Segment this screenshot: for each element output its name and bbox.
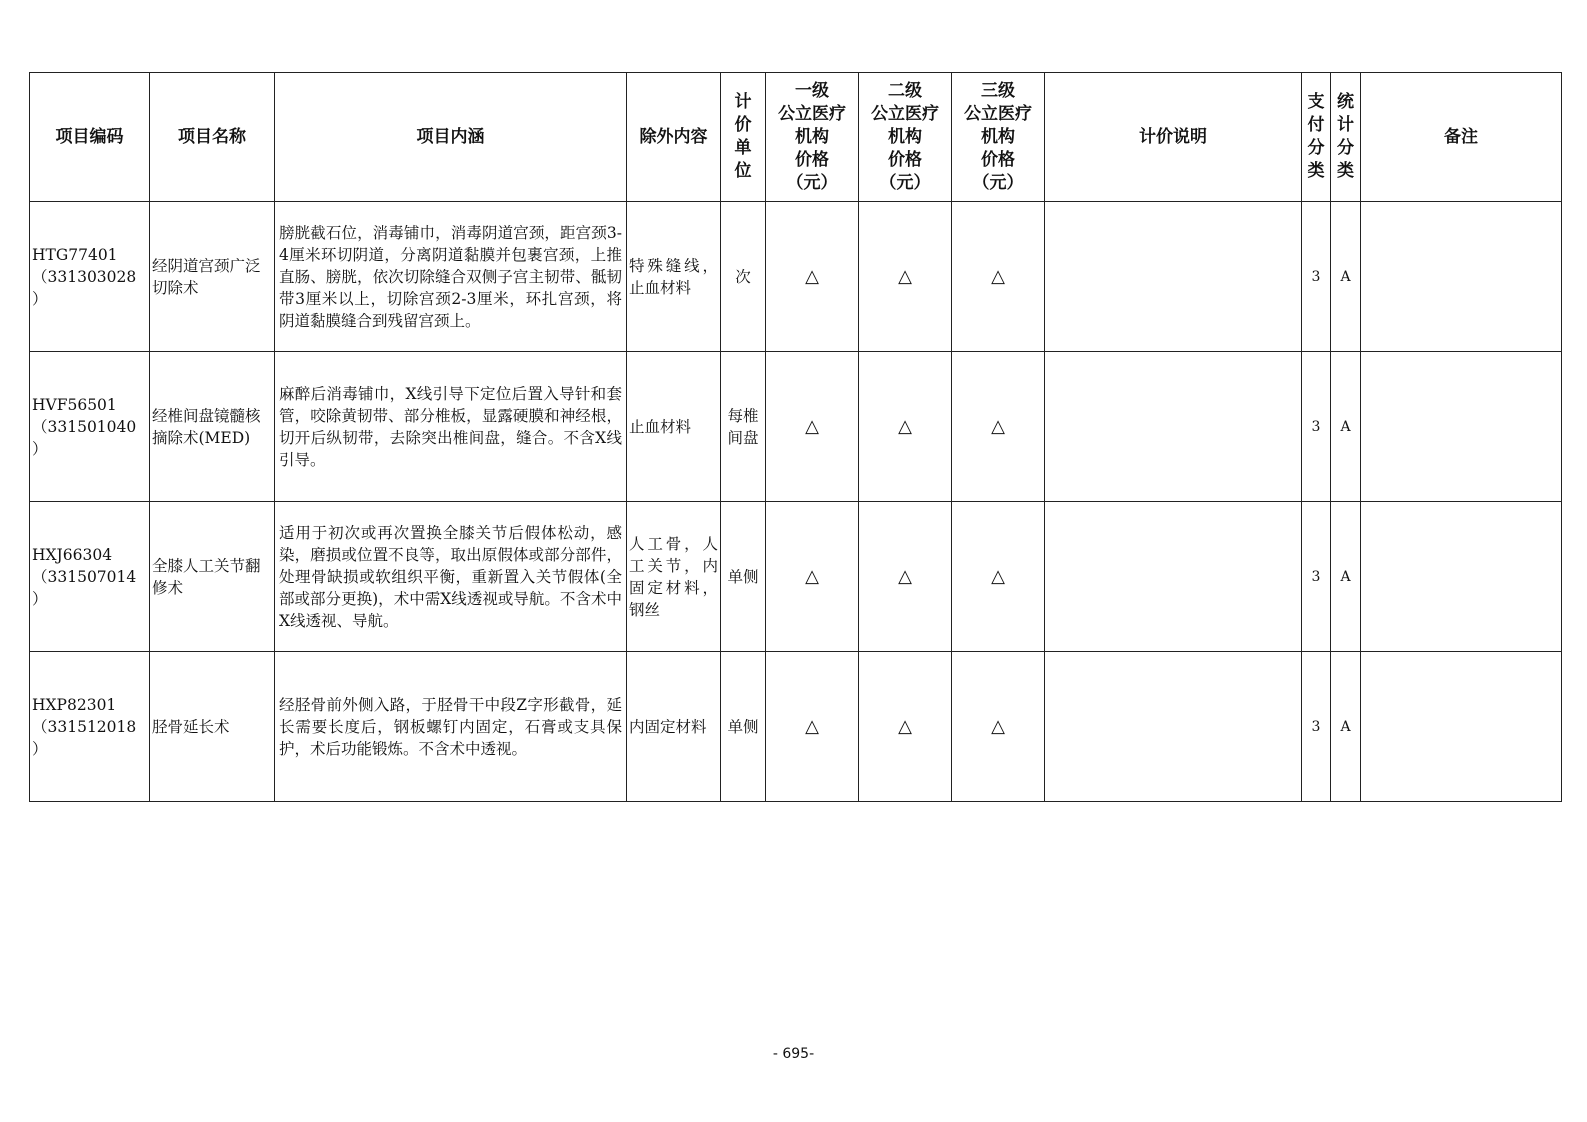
header-stat-class: 统 计 分 类 xyxy=(1331,73,1361,202)
item-stat-class: A xyxy=(1331,202,1361,352)
item-unit: 单侧 xyxy=(721,652,766,802)
item-price-level2: △ xyxy=(859,502,952,652)
table-row xyxy=(30,202,1562,352)
header-name: 项目名称 xyxy=(150,73,275,202)
header-price-level3: 三级 公立医疗 机构 价格 （元） xyxy=(952,73,1045,202)
page-number: - 695- xyxy=(772,1046,815,1062)
item-stat-class: A xyxy=(1331,652,1361,802)
header-price-level1: 一级 公立医疗 机构 价格 （元） xyxy=(766,73,859,202)
header-except: 除外内容 xyxy=(627,73,721,202)
header-pricing-note: 计价说明 xyxy=(1045,73,1302,202)
item-pricing-note xyxy=(1045,202,1302,352)
item-price-level1: △ xyxy=(766,202,859,352)
item-price-level1: △ xyxy=(766,502,859,652)
header-content: 项目内涵 xyxy=(275,73,627,202)
header-row xyxy=(30,73,1562,202)
item-unit: 单侧 xyxy=(721,502,766,652)
item-content: 膀胱截石位，消毒铺巾，消毒阴道宫颈，距宫颈3-4厘米环切阴道，分离阴道黏膜并包裹宫颈，上推直肠、膀胱，依次切除缝合双侧子宫主韧带、骶韧带3厘米以上，切除宫颈2-3厘米，环扎宫颈，将阴道黏膜缝合到残留宫颈上。 xyxy=(275,202,627,352)
item-price-level3: △ xyxy=(952,502,1045,652)
item-price-level2: △ xyxy=(859,202,952,352)
item-pay-class: 3 xyxy=(1302,652,1331,802)
header-remark: 备注 xyxy=(1361,73,1562,202)
item-unit: 次 xyxy=(721,202,766,352)
table-row xyxy=(30,502,1562,652)
header-price-level2: 二级 公立医疗 机构 价格 （元） xyxy=(859,73,952,202)
header-pay-class: 支 付 分 类 xyxy=(1302,73,1331,202)
item-remark xyxy=(1361,502,1562,652)
item-except: 止血材料 xyxy=(627,352,721,502)
price-table xyxy=(29,72,1562,802)
header-unit: 计 价 单 位 xyxy=(721,73,766,202)
item-remark xyxy=(1361,352,1562,502)
item-pricing-note xyxy=(1045,352,1302,502)
item-price-level2: △ xyxy=(859,352,952,502)
item-code: HVF56501 （331501040 ） xyxy=(30,352,150,502)
header-code: 项目编码 xyxy=(30,73,150,202)
item-remark xyxy=(1361,202,1562,352)
item-except: 人工骨，人工关节，内固定材料，钢丝 xyxy=(627,502,721,652)
item-remark xyxy=(1361,652,1562,802)
item-stat-class: A xyxy=(1331,502,1361,652)
item-code: HXP82301 （331512018 ） xyxy=(30,652,150,802)
item-content: 适用于初次或再次置换全膝关节后假体松动，感染，磨损或位置不良等，取出原假体或部分部件，处理骨缺损或软组织平衡，重新置入关节假体(全部或部分更换)，术中需X线透视或导航。不含术中X线透视、导航。 xyxy=(275,502,627,652)
item-price-level2: △ xyxy=(859,652,952,802)
item-price-level3: △ xyxy=(952,652,1045,802)
item-pay-class: 3 xyxy=(1302,202,1331,352)
item-code: HXJ66304 （331507014 ） xyxy=(30,502,150,652)
item-price-level1: △ xyxy=(766,352,859,502)
item-name: 经椎间盘镜髓核摘除术(MED) xyxy=(150,352,275,502)
item-stat-class: A xyxy=(1331,352,1361,502)
item-except: 特殊缝线，止血材料 xyxy=(627,202,721,352)
item-name: 胫骨延长术 xyxy=(150,652,275,802)
item-pricing-note xyxy=(1045,502,1302,652)
item-price-level1: △ xyxy=(766,652,859,802)
item-name: 经阴道宫颈广泛切除术 xyxy=(150,202,275,352)
item-except: 内固定材料 xyxy=(627,652,721,802)
table-row xyxy=(30,652,1562,802)
item-name: 全膝人工关节翻修术 xyxy=(150,502,275,652)
item-price-level3: △ xyxy=(952,202,1045,352)
table-row xyxy=(30,352,1562,502)
item-unit: 每椎间盘 xyxy=(721,352,766,502)
item-content: 麻醉后消毒铺巾，X线引导下定位后置入导针和套管，咬除黄韧带、部分椎板，显露硬膜和神经根，切开后纵韧带，去除突出椎间盘，缝合。不含X线引导。 xyxy=(275,352,627,502)
item-pay-class: 3 xyxy=(1302,502,1331,652)
item-content: 经胫骨前外侧入路，于胫骨干中段Z字形截骨，延长需要长度后，钢板螺钉内固定，石膏或支具保护，术后功能锻炼。不含术中透视。 xyxy=(275,652,627,802)
item-pricing-note xyxy=(1045,652,1302,802)
item-pay-class: 3 xyxy=(1302,352,1331,502)
item-price-level3: △ xyxy=(952,352,1045,502)
item-code: HTG77401 （331303028 ） xyxy=(30,202,150,352)
